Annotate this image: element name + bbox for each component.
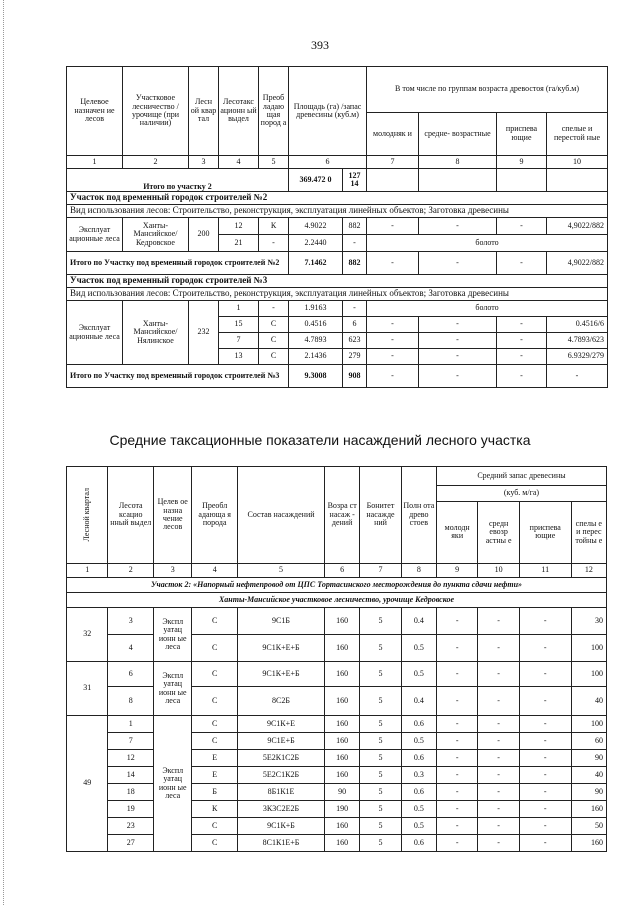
species-cell: Е — [192, 750, 238, 767]
allot-cell: 18 — [108, 784, 154, 801]
age-cell: 190 — [325, 801, 360, 818]
allot-cell: 12 — [219, 218, 259, 235]
composition-cell: 5Е2С1К2Б — [237, 767, 324, 784]
composition-cell: 8Б1К1Е — [237, 784, 324, 801]
allot-cell: 7 — [108, 733, 154, 750]
total-stock: 882 — [343, 252, 367, 275]
allot-cell: 14 — [108, 767, 154, 784]
bonitet-cell: 5 — [360, 750, 401, 767]
young-cell: - — [367, 218, 419, 235]
header-stock: Средний запас древесины — [436, 467, 606, 486]
header-middle: средн евозр астны е — [478, 501, 519, 563]
allot-cell: 15 — [219, 317, 259, 333]
mature-cell: 90 — [571, 750, 606, 767]
allot-cell: 3 — [108, 608, 154, 635]
site3-title-row — [67, 275, 608, 288]
density-cell: 0.3 — [401, 767, 436, 784]
bonitet-cell: 5 — [360, 635, 401, 662]
district-cell: Ханты- Мансийское/ Нялинское — [123, 301, 189, 365]
composition-cell: 9С1Б — [237, 608, 324, 635]
colnum: 3 — [189, 156, 219, 169]
purpose-cell: Эксплуат ационные леса — [67, 218, 123, 252]
colnum: 10 — [478, 564, 519, 578]
header-middle: средне- возрастные — [419, 112, 497, 156]
colnum: 1 — [67, 156, 123, 169]
bonitet-cell: 5 — [360, 835, 401, 852]
stock-cell: 279 — [343, 349, 367, 365]
mature-cell: 6.9329/279 — [547, 349, 608, 365]
header-density: Полн ота древо стоев — [401, 467, 436, 564]
composition-cell: 9С1К+Е — [237, 716, 324, 733]
table-row — [67, 716, 607, 733]
species-cell: С — [192, 818, 238, 835]
mature-cell: 100 — [571, 716, 606, 733]
colnum: 6 — [325, 564, 360, 578]
density-cell: 0.6 — [401, 835, 436, 852]
ripening-cell: - — [519, 767, 571, 784]
district-row — [67, 593, 607, 608]
colnum: 9 — [436, 564, 477, 578]
density-cell: 0.4 — [401, 687, 436, 716]
allot-cell: 7 — [219, 333, 259, 349]
header-allotment: Лесотакс ационн ый выдел — [219, 67, 259, 156]
header-district: Участковое лесничество /урочище (при наличии) — [123, 67, 189, 156]
ripening-cell: - — [519, 818, 571, 835]
total-label: Итого по Участку под временный городок строителей №2 — [67, 252, 289, 275]
site-title: Участок 2: «Напорный нефтепровод от ЦПС Тортасинского месторождения до пункта сдачи нефти» — [67, 578, 607, 593]
purpose-cell: Экспл уатац ионн ые леса — [154, 716, 192, 852]
area-cell: 4.9022 — [289, 218, 343, 235]
allot-cell: 23 — [108, 818, 154, 835]
allot-cell: 13 — [219, 349, 259, 365]
age-cell: 160 — [325, 733, 360, 750]
young-cell: - — [436, 635, 477, 662]
ripening-cell: - — [497, 218, 547, 235]
quarter-vertical-label: Лесной квартал — [82, 488, 92, 542]
composition-cell: 8С1К1Е+Б — [237, 835, 324, 852]
quarter-cell: 232 — [189, 301, 219, 365]
site2-title-row — [67, 192, 608, 205]
species-cell: С — [192, 608, 238, 635]
young-cell: - — [436, 818, 477, 835]
total-young: - — [367, 252, 419, 275]
ripening-cell: - — [519, 750, 571, 767]
ripening-cell: - — [519, 835, 571, 852]
header-young: молодн яки — [436, 501, 477, 563]
composition-cell: 9С1Е+Б — [237, 733, 324, 750]
header-ripening: приспева ющие — [497, 112, 547, 156]
young-cell: - — [367, 317, 419, 333]
species-cell: С — [192, 662, 238, 687]
table-row — [67, 750, 607, 767]
stock-cell: 882 — [343, 218, 367, 235]
total-stock: 127 14 — [343, 169, 367, 192]
age-cell: 160 — [325, 662, 360, 687]
colnum: 4 — [219, 156, 259, 169]
taxation-table — [66, 466, 607, 852]
young-cell: - — [367, 349, 419, 365]
mature-cell: 100 — [571, 662, 606, 687]
composition-cell: 9С1К+Е+Б — [237, 635, 324, 662]
age-cell: 160 — [325, 818, 360, 835]
species-cell: С — [259, 349, 289, 365]
bonitet-cell: 5 — [360, 716, 401, 733]
young-cell: - — [436, 687, 477, 716]
purpose-cell: Эксплуат ационные леса — [67, 301, 123, 365]
header-age: Возра ст насаж - дений — [325, 467, 360, 564]
district-title: Ханты-Мансийское участковое лесничество, урочище Кедровское — [67, 593, 607, 608]
ripening-cell: - — [497, 333, 547, 349]
density-cell: 0.5 — [401, 662, 436, 687]
total-middle: - — [419, 252, 497, 275]
young-cell: - — [436, 784, 477, 801]
density-cell: 0.5 — [401, 818, 436, 835]
header-bonitet: Бонитет насажде ний — [360, 467, 401, 564]
allot-cell: 6 — [108, 662, 154, 687]
bonitet-cell: 5 — [360, 784, 401, 801]
density-cell: 0.5 — [401, 733, 436, 750]
mature-cell: 4,9022/882 — [547, 218, 608, 235]
density-cell: 0.6 — [401, 750, 436, 767]
header-purpose: Целев ое назна чение лесов — [154, 467, 192, 564]
table2-column-numbers — [67, 564, 607, 578]
total-ripening: - — [497, 252, 547, 275]
table-row — [67, 662, 607, 687]
swamp-cell: болото — [367, 301, 608, 317]
colnum: 5 — [237, 564, 324, 578]
page-number: 393 — [311, 38, 329, 52]
table-row — [67, 733, 607, 750]
area-cell: 2.2440 — [289, 235, 343, 252]
header-species: Преоб ладаю щая пород а — [259, 67, 289, 156]
header-ripening: приспева ющие — [519, 501, 571, 563]
colnum: 7 — [360, 564, 401, 578]
age-cell: 160 — [325, 608, 360, 635]
age-cell: 160 — [325, 750, 360, 767]
species-cell: Б — [192, 784, 238, 801]
table-row — [67, 818, 607, 835]
middle-cell: - — [478, 733, 519, 750]
header-mature: спелые и перестой ные — [547, 112, 608, 156]
composition-cell: 3К3С2Е2Б — [237, 801, 324, 818]
age-cell: 160 — [325, 767, 360, 784]
age-cell: 160 — [325, 687, 360, 716]
site-title: Участок под временный городок строителей №2 — [67, 192, 608, 205]
total-area: 9.3008 — [289, 365, 343, 388]
density-cell: 0.5 — [401, 801, 436, 818]
purpose-cell: Экспл уатац ионн ые леса — [154, 662, 192, 716]
young-cell: - — [436, 662, 477, 687]
stock-cell: 623 — [343, 333, 367, 349]
species-cell: С — [192, 733, 238, 750]
district-cell: Ханты- Мансийское/ Кедровское — [123, 218, 189, 252]
middle-cell: - — [478, 750, 519, 767]
ripening-cell: - — [519, 687, 571, 716]
section-title: Средние таксационные показатели насаждений лесного участка — [109, 432, 531, 448]
colnum: 4 — [192, 564, 238, 578]
ripening-cell: - — [519, 662, 571, 687]
species-cell: Е — [192, 767, 238, 784]
total-mature: 4,9022/882 — [547, 252, 608, 275]
allot-cell: 1 — [219, 301, 259, 317]
middle-cell: - — [478, 801, 519, 818]
table-row — [67, 784, 607, 801]
site-row — [67, 578, 607, 593]
young-cell: - — [436, 608, 477, 635]
middle-cell: - — [419, 333, 497, 349]
bonitet-cell: 5 — [360, 733, 401, 750]
usage-text: Вид использования лесов: Строительство, реконструкция, эксплуатация линейных объектов; Заготовка древесины — [67, 205, 608, 218]
usage-text: Вид использования лесов: Строительство, реконструкция, эксплуатация линейных объектов; Заготовка древесины — [67, 288, 608, 301]
stock-cell: - — [343, 235, 367, 252]
table-row — [67, 687, 607, 716]
total-young: - — [367, 365, 419, 388]
age-cell: 90 — [325, 784, 360, 801]
bonitet-cell: 5 — [360, 608, 401, 635]
colnum: 1 — [67, 564, 108, 578]
allot-cell: 27 — [108, 835, 154, 852]
age-cell: 160 — [325, 835, 360, 852]
species-cell: С — [259, 333, 289, 349]
mature-cell: 40 — [571, 687, 606, 716]
swamp-cell: болото — [367, 235, 608, 252]
allot-cell: 19 — [108, 801, 154, 818]
young-cell: - — [436, 716, 477, 733]
colnum: 2 — [123, 156, 189, 169]
ripening-cell: - — [519, 733, 571, 750]
header-allotment: Лесота ксацио нный выдел — [108, 467, 154, 564]
middle-cell: - — [478, 784, 519, 801]
quarter-cell: 32 — [67, 608, 108, 662]
species-cell: С — [192, 835, 238, 852]
species-cell: С — [259, 317, 289, 333]
mature-cell: 30 — [571, 608, 606, 635]
colnum: 3 — [154, 564, 192, 578]
species-cell: К — [259, 218, 289, 235]
total-area: 7.1462 — [289, 252, 343, 275]
composition-cell: 5Е2К1С2Б — [237, 750, 324, 767]
density-cell: 0.5 — [401, 635, 436, 662]
ripening-cell: - — [519, 635, 571, 662]
colnum: 5 — [259, 156, 289, 169]
young-cell: - — [436, 733, 477, 750]
young-cell: - — [436, 750, 477, 767]
quarter-cell: 49 — [67, 716, 108, 852]
total-ripening: - — [497, 365, 547, 388]
composition-cell: 8С2Б — [237, 687, 324, 716]
total-site2-row — [67, 169, 608, 192]
middle-cell: - — [478, 818, 519, 835]
mature-cell: 60 — [571, 733, 606, 750]
middle-cell: - — [419, 317, 497, 333]
bonitet-cell: 5 — [360, 818, 401, 835]
site3-usage-row — [67, 288, 608, 301]
middle-cell: - — [478, 635, 519, 662]
area-cell: 1.9163 — [289, 301, 343, 317]
stock-cell: - — [343, 301, 367, 317]
total-label: Итого по Участку под временный городок строителей №3 — [67, 365, 289, 388]
header-species: Преобл адающа я порода — [192, 467, 238, 564]
young-cell: - — [367, 333, 419, 349]
colnum: 7 — [367, 156, 419, 169]
total-stock: 908 — [343, 365, 367, 388]
header-mature: спелы е и перес тойны е — [571, 501, 606, 563]
middle-cell: - — [478, 716, 519, 733]
bonitet-cell: 5 — [360, 687, 401, 716]
colnum: 2 — [108, 564, 154, 578]
area-cell: 2.1436 — [289, 349, 343, 365]
table-row — [67, 608, 607, 635]
allot-cell: 12 — [108, 750, 154, 767]
table-row — [67, 301, 608, 317]
age-cell: 160 — [325, 635, 360, 662]
area-cell: 4.7893 — [289, 333, 343, 349]
middle-cell: - — [478, 687, 519, 716]
ripening-cell: - — [519, 608, 571, 635]
colnum: 11 — [519, 564, 571, 578]
table2-header-row — [67, 467, 607, 486]
middle-cell: - — [478, 608, 519, 635]
age-cell: 160 — [325, 716, 360, 733]
density-cell: 0.6 — [401, 716, 436, 733]
ripening-cell: - — [519, 716, 571, 733]
site-title: Участок под временный городок строителей №3 — [67, 275, 608, 288]
header-area: Площадь (га) /запас древесины (куб.м) — [289, 67, 367, 156]
mature-cell: 0.4516/6 — [547, 317, 608, 333]
mature-cell: 90 — [571, 784, 606, 801]
colnum: 12 — [571, 564, 606, 578]
header-young: молодняк и — [367, 112, 419, 156]
species-cell: С — [192, 635, 238, 662]
species-cell: - — [259, 301, 289, 317]
mature-cell: 50 — [571, 818, 606, 835]
young-cell: - — [436, 801, 477, 818]
total-label: Итого по участку 2 — [67, 169, 289, 192]
mature-cell: 4.7893/623 — [547, 333, 608, 349]
site2-usage-row — [67, 205, 608, 218]
header-age-groups: В том числе по группам возраста древостоя (га/куб.м) — [367, 67, 608, 113]
ripening-cell: - — [497, 317, 547, 333]
mature-cell: 160 — [571, 835, 606, 852]
colnum: 6 — [289, 156, 367, 169]
area-cell: 0.4516 — [289, 317, 343, 333]
ripening-cell: - — [519, 784, 571, 801]
mature-cell: 160 — [571, 801, 606, 818]
mature-cell: 40 — [571, 767, 606, 784]
composition-cell: 9С1К+Б — [237, 818, 324, 835]
table1-column-numbers — [67, 156, 608, 169]
composition-cell: 9С1К+Е+Б — [237, 662, 324, 687]
ripening-cell: - — [497, 349, 547, 365]
total-mature: - — [547, 365, 608, 388]
colnum: 8 — [401, 564, 436, 578]
table1-header-row — [67, 67, 608, 113]
middle-cell: - — [478, 662, 519, 687]
table-row — [67, 835, 607, 852]
quarter-cell: 200 — [189, 218, 219, 252]
species-cell: - — [259, 235, 289, 252]
total-row — [67, 365, 608, 388]
young-cell: - — [436, 835, 477, 852]
allot-cell: 4 — [108, 635, 154, 662]
table-row — [67, 218, 608, 235]
table-row — [67, 801, 607, 818]
taxation-body — [67, 608, 607, 852]
colnum: 9 — [497, 156, 547, 169]
middle-cell: - — [478, 767, 519, 784]
colnum: 10 — [547, 156, 608, 169]
young-cell: - — [436, 767, 477, 784]
table-row — [67, 767, 607, 784]
species-cell: С — [192, 687, 238, 716]
allot-cell: 21 — [219, 235, 259, 252]
stock-cell: 6 — [343, 317, 367, 333]
bonitet-cell: 5 — [360, 801, 401, 818]
middle-cell: - — [419, 349, 497, 365]
ripening-cell: - — [519, 801, 571, 818]
total-area: 369.472 0 — [289, 169, 343, 192]
density-cell: 0.6 — [401, 784, 436, 801]
table-row — [67, 635, 607, 662]
bonitet-cell: 5 — [360, 767, 401, 784]
header-stock-unit: (куб. м/га) — [436, 486, 606, 501]
species-cell: К — [192, 801, 238, 818]
scan-edge-line — [3, 0, 5, 905]
middle-cell: - — [478, 835, 519, 852]
species-cell: С — [192, 716, 238, 733]
density-cell: 0.4 — [401, 608, 436, 635]
header-quarter — [67, 467, 108, 564]
forest-area-table — [66, 66, 608, 388]
purpose-cell: Экспл уатац ионн ые леса — [154, 608, 192, 662]
header-quarter: Лесн ой квар тал — [189, 67, 219, 156]
allot-cell: 1 — [108, 716, 154, 733]
bonitet-cell: 5 — [360, 662, 401, 687]
total-middle: - — [419, 365, 497, 388]
colnum: 8 — [419, 156, 497, 169]
allot-cell: 8 — [108, 687, 154, 716]
total-row — [67, 252, 608, 275]
header-composition: Состав насаждений — [237, 467, 324, 564]
quarter-cell: 31 — [67, 662, 108, 716]
mature-cell: 100 — [571, 635, 606, 662]
middle-cell: - — [419, 218, 497, 235]
header-purpose: Целевое назначен ие лесов — [67, 67, 123, 156]
